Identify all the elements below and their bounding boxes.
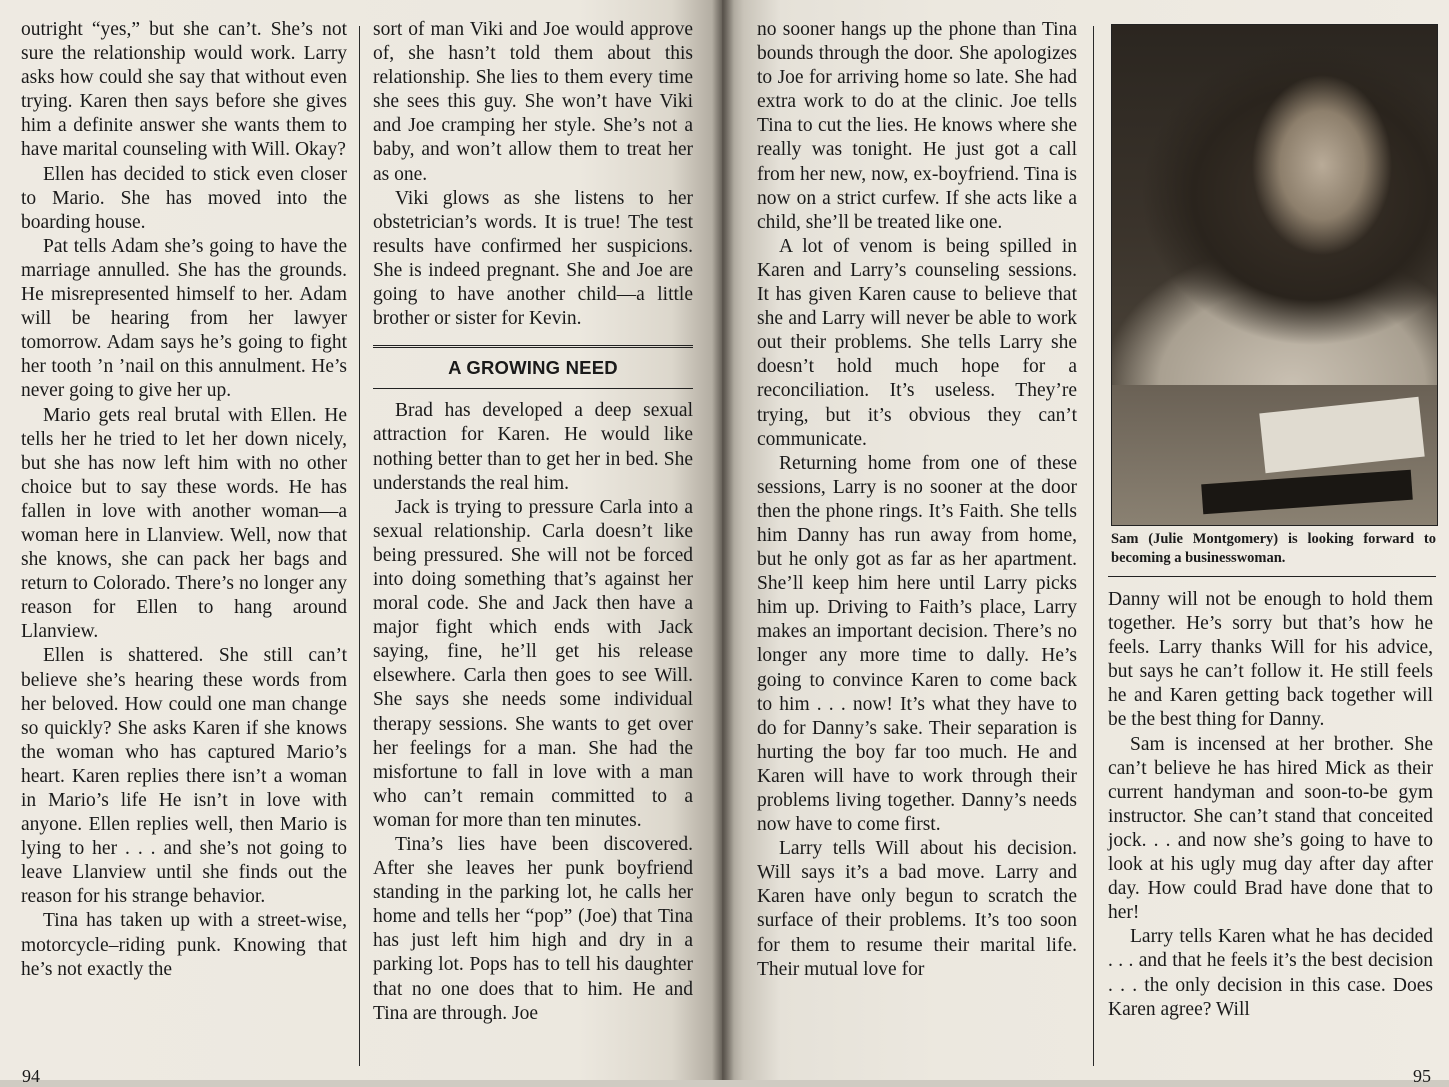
paragraph: Sam is incensed at her brother. She can’t believe he has hired Mick as their current handyman and soon-to-be gym instructor. She can’t stand that conceited jock. . . and now she’s going to have to look at his ugly mug day after day after day. How could Brad have done that to her! (1108, 733, 1433, 924)
paragraph: Larry tells Karen what he has decided . . . and that he feels it’s the best decision . . . the only decision in this case. Does Karen agree? Will (1108, 926, 1433, 1020)
column-divider (1093, 26, 1094, 1066)
paragraph: Tina has taken up with a street-wise, motorcycle–riding punk. Knowing that he’s not exactly the (21, 910, 347, 980)
page-number-right: 95 (1413, 1066, 1431, 1086)
paragraph: Larry tells Will about his decision. Will says it’s a bad move. Larry and Karen have only begun to scratch the surface of their problems. It’s too soon for them to resume their marital life. Their mutual love for (757, 838, 1077, 980)
paragraph: Viki glows as she listens to her obstetrician’s words. It is true! The test results have confirmed her suspicions. She is indeed pregnant. She and Joe are going to have another child—a little brother or sister for Kevin. (373, 187, 693, 330)
paragraph: Ellen is shattered. She still can’t believe she’s hearing these words from her beloved. How could one man change so quickly? She asks Karen if she knows the woman who has captured Mario’s heart. Karen replies there isn’t a woman in Mario’s life He isn’t in love with anyone. Ellen replies well, then Mario is lying to her . . . and she’s not going to leave Llanview until she finds out the reason for his strange behavior. (21, 645, 347, 908)
paragraph: Jack is trying to pressure Carla into a sexual relationship. Carla doesn’t like being pressured. She will not be forced into doing something that’s against her moral code. She and Jack then have a major fight which ends with Jack saying, fine, he’ll get his release elsewhere. Carla then goes to see Will. She says she needs some individual therapy sessions. She wants to get over her feelings for a man. She had the misfortune to fall in love with a man who can’t remain committed to a woman for more than ten minutes. (373, 496, 693, 831)
paragraph: Mario gets real brutal with Ellen. He tells her he tried to let her down nicely, but she has now left him with no other choice but to say these words. He has fallen in love with another woman—a woman here in Llanview. Well, now that she knows, she can pack her bags and return to Colorado. There’s no longer any reason for Ellen to hang around Llanview. (21, 404, 347, 643)
paragraph: Brad has developed a deep sexual attraction for Karen. He would like nothing better than to get her in bed. She understands the real him. (373, 400, 693, 494)
paragraph: Pat tells Adam she’s going to have the marriage annulled. She has the grounds. He misrepresented himself to her. Adam will be hearing from her lawyer tomorrow. Adam says he’s going to fight her tooth ’n ’nail on this annulment. He’s never going to give her up. (21, 235, 347, 402)
column-divider (359, 26, 360, 1066)
page-number-left: 94 (22, 1066, 40, 1086)
binding-gutter (712, 0, 734, 1080)
photo-sam (1111, 24, 1438, 526)
paragraph: Ellen has decided to stick even closer to Mario. She has moved into the boarding house. (21, 163, 347, 233)
column-1 (21, 18, 347, 982)
paragraph: sort of man Viki and Joe would approve of, she hasn’t told them about this relationship. She lies to them every time she sees this guy. She won’t have Viki and Joe cramping her style. She’s not a baby, and won’t allow them to treat her as one. (373, 19, 693, 185)
paragraph: Tina’s lies have been discovered. After she leaves her punk boyfriend standing in the parking lot, he calls her home and tells her “pop” (Joe) that Tina has just left him high and dry in a parking lot. Pops has to tell his daughter that no one does that to him. He and Tina are through. Joe (373, 834, 693, 1024)
photo-caption: Sam (Julie Montgomery) is looking forward to becoming a businesswoman. (1111, 531, 1436, 566)
paragraph: no sooner hangs up the phone than Tina bounds through the door. She apologizes to Joe for arriving home so late. She had extra work to do at the clinic. Joe tells Tina to cut the lies. He knows where she really was tonight. He just got a call from her new, now, ex-boyfriend. Tina is now on a strict curfew. If she acts like a child, she’ll be treated like one. (757, 19, 1077, 233)
paragraph: outright “yes,” but she can’t. She’s not sure the relationship would work. Larry asks how could she say that without even trying. Karen then says before she gives him a definite answer she wants them to have marital counseling with Will. Okay? (21, 19, 347, 161)
column-2 (373, 18, 693, 1026)
paragraph: Returning home from one of these sessions, Larry is no sooner at the door then the phone rings. It’s Faith. She tells him Danny has run away from home, but he only got as far as her apartment. She’ll keep him here until Larry picks him up. Driving to Faith’s place, Larry makes an important decision. There’s no longer any more time to dally. He’s going to convince Karen to come back to him . . . now! It’s what they have to do for Danny’s sake. Their separation is hurting the boy far too much. He and Karen will have to work through their problems living together. Danny’s needs now have to come first. (757, 452, 1077, 836)
paragraph: Danny will not be enough to hold them together. He’s sorry but that’s how he feels. Larry thanks Will for his advice, but says he can’t follow it. He still feels he and Karen getting back together will be the best thing for Danny. (1108, 589, 1433, 731)
column-4 (1108, 588, 1433, 1022)
paragraph: A lot of venom is being spilled in Karen and Larry’s counseling sessions. It has given Karen cause to believe that she and Larry will never be able to work out their problems. She tells Larry she doesn’t hold much hope for a reconciliation. It’s useless. They’re trying, but it’s obvious they can’t communicate. (757, 235, 1077, 450)
section-heading: A GROWING NEED (373, 345, 693, 389)
column-3 (757, 18, 1077, 982)
caption-rule (1108, 576, 1436, 577)
